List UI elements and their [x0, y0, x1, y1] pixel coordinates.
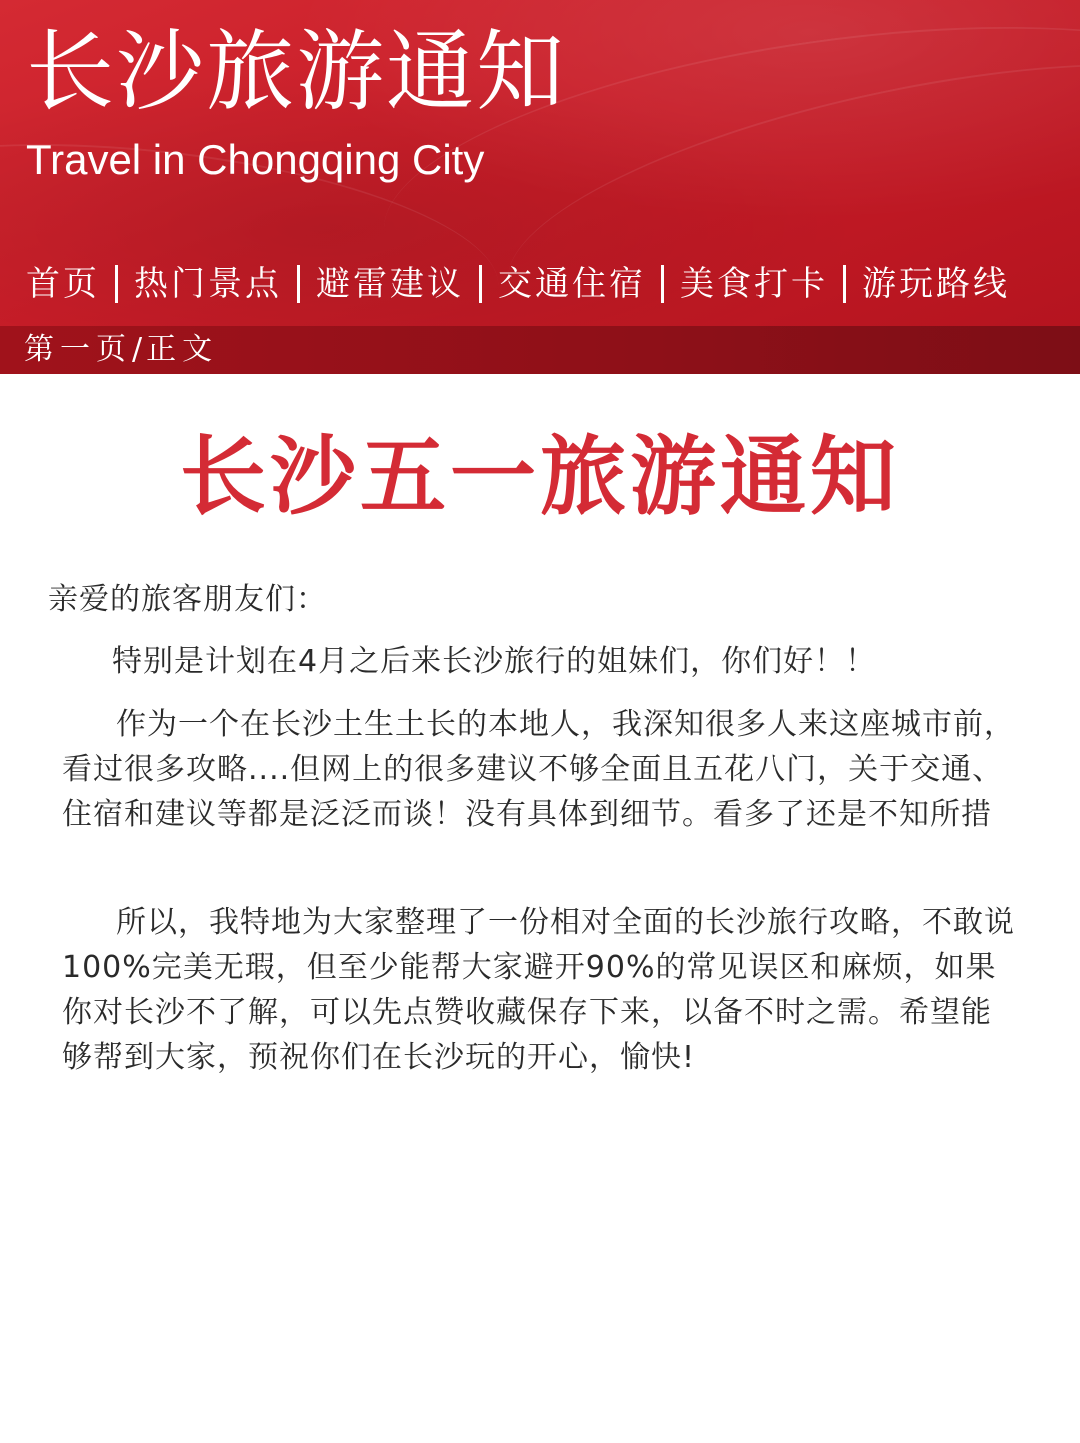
nav-separator	[297, 265, 300, 303]
nav-item-attractions[interactable]: 热门景点	[134, 264, 282, 304]
nav-separator	[479, 265, 482, 303]
article-title: 长沙五一旅游通知	[180, 427, 900, 527]
main-nav	[26, 262, 1010, 306]
header-banner	[0, 0, 1080, 326]
nav-item-transport-lodging[interactable]: 交通住宿	[498, 264, 646, 304]
site-title: 长沙旅游通知	[26, 20, 567, 123]
nav-separator	[843, 265, 846, 303]
nav-item-food[interactable]: 美食打卡	[680, 264, 828, 304]
article-paragraph: 作为一个在长沙土生土长的本地人，我深知很多人来这座城市前，看过很多攻略....但网上的很多建议不够全面且五花八门，关于交通、住宿和建议等都是泛泛而谈！没有具体到细节。看多了还是不知所措	[62, 707, 1015, 832]
article-greeting: 亲爱的旅客朋友们：	[48, 582, 327, 617]
nav-separator	[661, 265, 664, 303]
article-paragraph: 所以，我特地为大家整理了一份相对全面的长沙旅行攻略，不敢说100%完美无瑕，但至少能帮大家避开90%的常见误区和麻烦，如果你对长沙不了解，可以先点赞收藏保存下来，以备不时之需。希望能够帮到大家，预祝你们在长沙玩的开心，愉快!	[62, 905, 1015, 1075]
breadcrumb-bar	[0, 326, 1080, 374]
nav-item-routes[interactable]: 游玩路线	[862, 264, 1010, 304]
breadcrumb-current: 正文	[146, 332, 219, 367]
nav-item-home[interactable]: 首页	[26, 264, 100, 304]
site-subtitle: Travel in Chongqing City	[26, 136, 485, 183]
article-paragraph: 特别是计划在4月之后来长沙旅行的姐妹们，你们好！！	[112, 644, 877, 679]
breadcrumb-separator: /	[132, 332, 143, 367]
breadcrumb	[24, 329, 218, 371]
breadcrumb-page-link[interactable]: 第一页	[24, 332, 132, 367]
nav-item-avoid-tips[interactable]: 避雷建议	[316, 264, 464, 304]
nav-separator	[115, 265, 118, 303]
